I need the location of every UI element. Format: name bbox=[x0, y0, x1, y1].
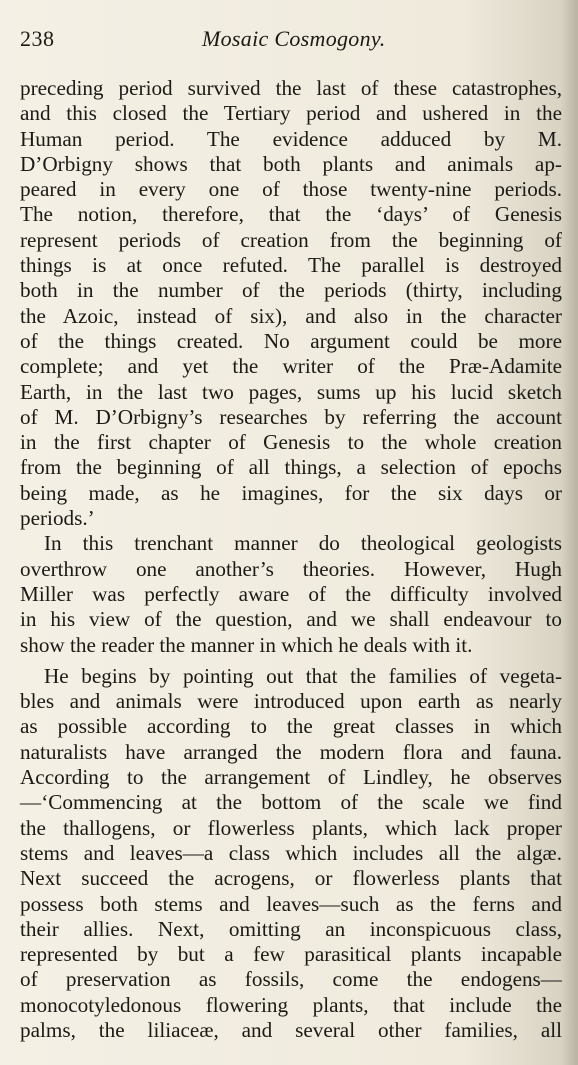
text-line: things is at once refuted. The parallel is destroyed bbox=[20, 253, 562, 278]
text-line: complete; and yet the writer of the Præ-Adamite bbox=[20, 354, 562, 379]
text-line: in his view of the question, and we shall endeavour to bbox=[20, 607, 562, 632]
text-line: He begins by pointing out that the families of vegeta- bbox=[44, 663, 562, 688]
text-line: of M. D’Orbigny’s researches by referring the account bbox=[20, 404, 562, 429]
text-line: Next succeed the acrogens, or flowerless plants that bbox=[20, 866, 562, 891]
text-line: represent periods of creation from the beginning of bbox=[20, 227, 562, 252]
text-line: Human period. The evidence adduced by M. bbox=[20, 126, 562, 151]
text-line: stems and leaves—a class which includes all the algæ. bbox=[20, 840, 562, 865]
running-title: Mosaic Cosmogony. bbox=[202, 26, 386, 51]
text-line: represented by but a few parasitical plants incapable bbox=[20, 942, 562, 967]
text-line: peared in every one of those twenty-nine periods. bbox=[20, 177, 562, 202]
text-line: D’Orbigny shows that both plants and animals ap- bbox=[20, 151, 562, 176]
text-line: as possible according to the great classes in which bbox=[20, 714, 562, 739]
paragraph bbox=[20, 531, 562, 657]
body-text bbox=[20, 76, 562, 1043]
text-line: overthrow one another’s theories. However, Hugh bbox=[20, 556, 562, 581]
text-line: show the reader the manner in which he deals with it. bbox=[20, 632, 473, 657]
text-line: periods.’ bbox=[20, 506, 95, 531]
text-line: preceding period survived the last of these catastrophes, bbox=[20, 76, 562, 100]
text-line: their allies. Next, omitting an inconspicuous class, bbox=[20, 916, 562, 941]
text-line: Earth, in the last two pages, sums up his lucid sketch bbox=[20, 379, 562, 404]
text-line: The notion, therefore, that the ‘days’ of Genesis bbox=[20, 202, 562, 227]
text-line: palms, the liliaceæ, and several other families, all bbox=[20, 1017, 562, 1042]
text-line: bles and animals were introduced upon earth as nearly bbox=[20, 689, 562, 714]
text-line: the thallogens, or flowerless plants, which lack proper bbox=[20, 815, 562, 840]
text-line: of the things created. No argument could be more bbox=[20, 328, 562, 353]
text-line: monocotyledonous flowering plants, that include the bbox=[20, 992, 562, 1017]
page-number: 238 bbox=[20, 26, 55, 51]
text-line: —‘Commencing at the bottom of the scale we find bbox=[20, 790, 562, 815]
page-header bbox=[20, 26, 560, 56]
text-line: being made, as he imagines, for the six days or bbox=[20, 480, 562, 505]
text-line: of preservation as fossils, come the endogens— bbox=[20, 967, 562, 992]
paragraph bbox=[20, 76, 562, 531]
text-line: In this trenchant manner do theological geologists bbox=[44, 531, 562, 556]
text-line: the Azoic, instead of six), and also in the character bbox=[20, 303, 562, 328]
paragraph bbox=[20, 664, 562, 1043]
text-line: in the first chapter of Genesis to the whole creation bbox=[20, 430, 562, 455]
text-line: Miller was perfectly aware of the difficulty involved bbox=[20, 581, 562, 606]
text-line: possess both stems and leaves—such as the ferns and bbox=[20, 891, 562, 916]
text-line: both in the number of the periods (thirty, including bbox=[20, 278, 562, 303]
text-line: naturalists have arranged the modern flora and fauna. bbox=[20, 739, 562, 764]
text-line: from the beginning of all things, a selection of epochs bbox=[20, 455, 562, 480]
text-line: According to the arrangement of Lindley, he observes bbox=[20, 765, 562, 790]
text-line: and this closed the Tertiary period and ushered in the bbox=[20, 101, 562, 126]
